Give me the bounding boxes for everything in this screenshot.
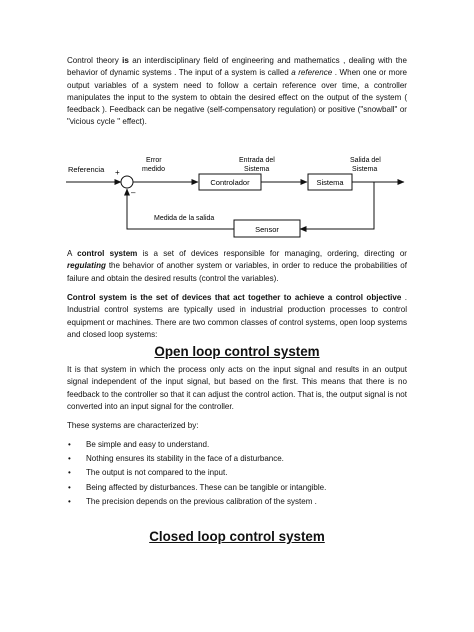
minus-sign: –: [131, 188, 136, 197]
controlador-text: Controlador: [210, 178, 250, 187]
list-item: • Being affected by disturbances. These can be tangible or intangible.: [67, 481, 412, 495]
characteristics-list: [67, 438, 412, 509]
closed-loop-heading: Closed loop control system: [149, 529, 325, 544]
control-system-paragraph: A control system is a set of devices responsible for managing, ordering, directing or regulating the behavior of another system or variables, in order to reduce the probabilities of failure and obtain the desired results (control the variables).: [67, 249, 407, 283]
entrada-label-2: Sistema: [244, 166, 270, 173]
plus-sign: +: [115, 168, 120, 177]
list-item: • The output is not compared to the input.: [67, 466, 412, 480]
open-loop-paragraph: It is that system in which the process only acts on the input signal and results in an output signal independent of the input signal, but based on the first. This means that there is no feedback to the controller so that it can adjust the control action. That is, the output signal is not converted into an input signal for the controller.: [67, 365, 407, 411]
list-item: • Nothing ensures its stability in the face of a disturbance.: [67, 452, 412, 466]
characterized-by-paragraph: These systems are characterized by:: [67, 421, 199, 430]
sistema-text: Sistema: [316, 178, 344, 187]
control-objective-paragraph: Control system is the set of devices that act together to achieve a control objective . Industrial control systems are typically used in industrial production processes to control equipment or machines. There are two common classes of control systems, open loop systems and closed loop systems:: [67, 293, 407, 339]
control-loop-diagram: [64, 150, 414, 242]
open-loop-heading: Open loop control system: [154, 344, 320, 359]
error-label-1: Error: [146, 157, 162, 164]
summing-junction: [121, 176, 133, 188]
feedback-path-right: [300, 182, 374, 229]
salida-label-2: Sistema: [352, 166, 378, 173]
list-item: • Be simple and easy to understand.: [67, 438, 412, 452]
intro-paragraph: Control theory is an interdisciplinary field of engineering and mathematics , dealing with the behavior of dynamic systems . The input of a system is called a reference . When one or more output variables of a system need to follow a certain reference over time, a controller manipulates the input to the system to obtain the desired effect on the output of the system ( feedback ). Feedback can be negative (self-compensatory regulation) or positive ("snowball" or "vicious cycle " effect).: [67, 56, 407, 127]
error-label-2: medido: [142, 166, 165, 173]
entrada-label-1: Entrada del: [239, 157, 275, 164]
referencia-label: Referencia: [68, 165, 105, 174]
feedback-path-left: [127, 189, 234, 229]
sensor-text: Sensor: [255, 225, 279, 234]
list-item: • The precision depends on the previous calibration of the system .: [67, 495, 412, 509]
salida-label-1: Salida del: [350, 157, 381, 164]
medida-label: Medida de la salida: [154, 215, 215, 222]
